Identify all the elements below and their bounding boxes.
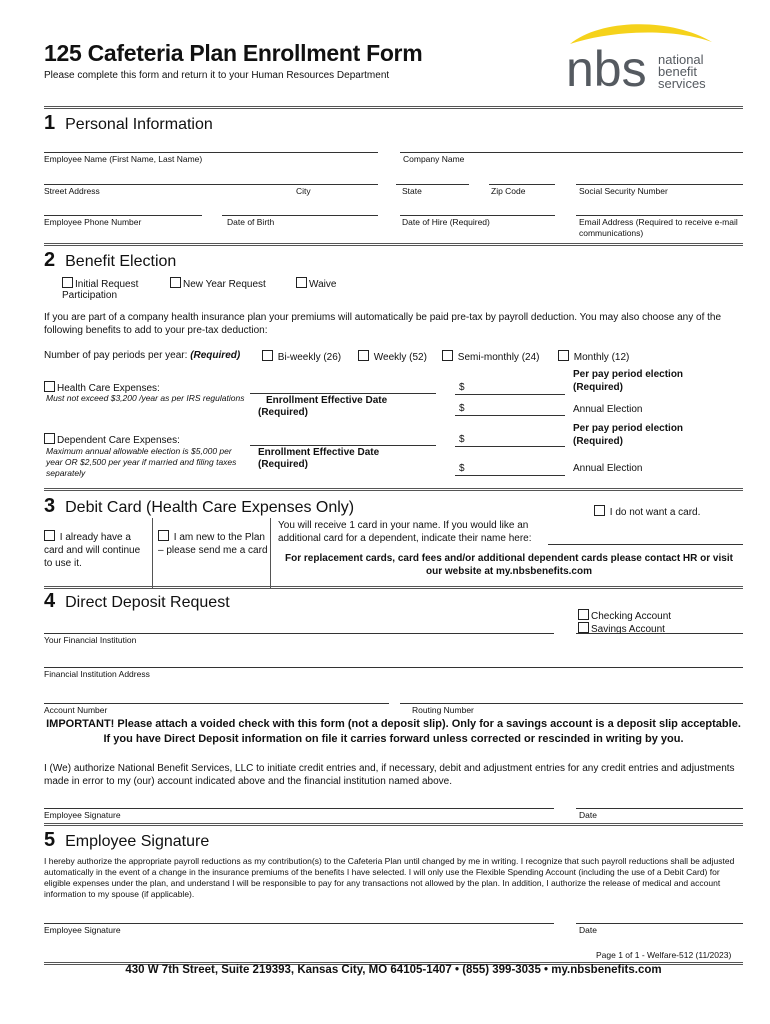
health-care-note: Must not exceed $3,200 /year as per IRS regulations: [46, 393, 245, 403]
section-number: 3: [44, 495, 56, 517]
dc-effective-required: (Required): [258, 459, 308, 470]
section-number: 4: [44, 590, 56, 612]
company-name-field[interactable]: [400, 152, 743, 153]
dc-per-pay-field[interactable]: [455, 446, 565, 447]
phone-label: Employee Phone Number: [44, 217, 142, 227]
dd-signature-label: Employee Signature: [44, 810, 121, 820]
section-divider: [44, 823, 743, 826]
section-divider: [44, 106, 743, 109]
ssn-field[interactable]: [576, 184, 743, 185]
signature-authorization-text: I hereby authorize the appropriate payroll reductions as my contribution(s) to the Cafeteria Plan until changed by me in writing. I recognize that such payroll reductions shall be adjusted automatically in the event of a change in the insurance premiums of the benefits I have selected. I will only use the Flexible Spending Account (including the use of a Debit Card) for eligible expenses under the plan, and understand I will be responsible to pay for any transactions not allowed by the plan. In addition, I authorize the release of medical and account information to my spouse (if applicable).: [44, 856, 735, 899]
pay-periods-required: (Required): [190, 350, 241, 361]
dependent-care-note: Maximum annual allowable election is $5,000 per year OR $2,500 per year if married and filing taxes separately: [46, 446, 237, 478]
dc-annual-label: Annual Election: [573, 463, 643, 474]
hc-effective-date-label: Enrollment Effective Date: [266, 395, 388, 406]
section-divider: [44, 488, 743, 491]
doh-field[interactable]: [400, 215, 555, 216]
section-title: Debit Card (Health Care Expenses Only): [65, 499, 355, 516]
dd-date-label: Date: [579, 810, 597, 820]
weekly-label: Weekly (52): [373, 352, 427, 363]
checkbox[interactable]: [594, 505, 605, 516]
hc-annual-field[interactable]: [455, 415, 565, 416]
dependent-name-field[interactable]: [548, 544, 743, 545]
biweekly-label: Bi-weekly (26): [277, 352, 342, 363]
no-card-option[interactable]: [594, 505, 700, 518]
dc-annual-dollar: $: [459, 463, 465, 474]
account-type-line: [576, 633, 743, 634]
savings-label: Savings Account: [591, 624, 665, 635]
street-label: Street Address: [44, 186, 100, 196]
section-2-heading: [44, 249, 176, 272]
institution-address-field[interactable]: [44, 667, 743, 668]
employee-date-field[interactable]: [576, 923, 743, 924]
doh-label: Date of Hire (Required): [402, 217, 490, 227]
hc-effective-date-field[interactable]: [250, 393, 436, 394]
new-year-label: New Year Request: [183, 279, 266, 290]
new-year-request-option[interactable]: [170, 277, 266, 290]
checking-label: Checking Account: [591, 611, 672, 622]
company-name-label: Company Name: [403, 154, 465, 164]
waive-label: Waive: [309, 279, 337, 290]
routing-number-label: Routing Number: [412, 705, 474, 715]
checkbox[interactable]: [44, 381, 55, 392]
section-3-heading: [44, 495, 354, 518]
health-care-label: Health Care Expenses:: [57, 383, 160, 394]
employee-date-label: Date: [579, 925, 597, 935]
employee-name-label: Employee Name (First Name, Last Name): [44, 154, 203, 164]
ssn-label: Social Security Number: [579, 186, 668, 196]
checkbox[interactable]: [442, 350, 453, 361]
employee-signature-label: Employee Signature: [44, 925, 121, 935]
nbs-logo-mark: [562, 20, 752, 100]
option-divider: [270, 518, 271, 588]
dc-effective-date-label: Enrollment Effective Date: [258, 447, 380, 458]
additional-card-text: You will receive 1 card in your name. If you would like an additional card for a dependent, indicate their name here:: [278, 520, 532, 544]
replacement-card-text: For replacement cards, card fees and/or additional dependent cards please contact HR or visit our website at my.nbsbenefits.com: [285, 553, 733, 577]
checkbox[interactable]: [358, 350, 369, 361]
checkbox[interactable]: [44, 433, 55, 444]
phone-field[interactable]: [44, 215, 202, 216]
hc-effective-required: (Required): [258, 407, 308, 418]
pay-periods-text: Number of pay periods per year:: [44, 350, 191, 361]
dd-date-field[interactable]: [576, 808, 743, 809]
section-number: 5: [44, 829, 56, 851]
section-number: 2: [44, 249, 56, 271]
monthly-label: Monthly (12): [573, 352, 630, 363]
institution-field[interactable]: [44, 633, 554, 634]
new-plan-option[interactable]: [158, 530, 268, 557]
participation-label: Participation: [62, 290, 118, 301]
email-field[interactable]: [576, 215, 743, 216]
state-label: State: [402, 186, 422, 196]
important-notice: IMPORTANT! Please attach a voided check with this form (not a deposit slip). Only for a savings account is a deposit slip acceptable. If you have Direct Deposit information on file it carries forward unless corrected or rescinded in writing by you.: [46, 718, 741, 745]
checkbox[interactable]: [44, 530, 55, 541]
pay-periods-label: [44, 350, 240, 361]
section-title: Benefit Election: [65, 253, 177, 270]
institution-address-label: Financial Institution Address: [44, 669, 150, 679]
biweekly-option[interactable]: [262, 350, 341, 363]
zip-field[interactable]: [489, 184, 555, 185]
section-title: Employee Signature: [65, 833, 210, 850]
footer-address: 430 W 7th Street, Suite 219393, Kansas City, MO 64105-1407 • (855) 399-3035 • my.nbsbenefits.com: [125, 964, 662, 976]
checkbox[interactable]: [578, 609, 589, 620]
checkbox[interactable]: [296, 277, 307, 288]
hc-annual-label: Annual Election: [573, 404, 643, 415]
dc-per-pay-dollar: $: [459, 434, 465, 445]
section-4-heading: [44, 590, 230, 613]
hc-per-pay-field[interactable]: [455, 394, 565, 395]
hc-annual-dollar: $: [459, 403, 465, 414]
dob-field[interactable]: [222, 215, 378, 216]
have-card-option[interactable]: [44, 530, 150, 570]
semimonthly-label: Semi-monthly (24): [457, 352, 540, 363]
nbs-logo: [562, 20, 752, 100]
checkbox[interactable]: [558, 350, 569, 361]
checkbox[interactable]: [262, 350, 273, 361]
section-divider: [44, 586, 743, 589]
checkbox[interactable]: [170, 277, 181, 288]
form-subtitle: Please complete this form and return it to your Human Resources Department: [44, 70, 390, 81]
section-title: Personal Information: [65, 116, 213, 133]
dependent-care-option[interactable]: [44, 433, 180, 446]
employee-signature-field[interactable]: [44, 923, 554, 924]
hc-per-pay-dollar: $: [459, 382, 465, 393]
monthly-option[interactable]: [558, 350, 629, 363]
benefit-intro-text: If you are part of a company health insurance plan your premiums will automatically be paid pre-tax by payroll deduction. You may also choose any of the following benefits to add to your pre-tax deduction:: [44, 312, 722, 336]
dd-signature-field[interactable]: [44, 808, 554, 809]
logo-line2: benefit: [658, 64, 698, 79]
zip-label: Zip Code: [491, 186, 526, 196]
initial-request-option[interactable]: [62, 277, 138, 290]
form-title: 125 Cafeteria Plan Enrollment Form: [44, 40, 423, 66]
have-card-label: I already have a card and will continue to use it.: [44, 532, 141, 569]
section-number: 1: [44, 112, 56, 134]
checkbox[interactable]: [158, 530, 169, 541]
weekly-option[interactable]: [358, 350, 427, 363]
account-number-field[interactable]: [44, 703, 389, 704]
city-label: City: [296, 186, 311, 196]
authorization-text: I (We) authorize National Benefit Services, LLC to initiate credit entries and, if necessary, debit and adjustment entries for any credit entries and adjustments made in error to my (our) account indicated above and the financial institution named above.: [44, 763, 735, 787]
no-card-label: I do not want a card.: [609, 507, 701, 518]
waive-option[interactable]: [296, 277, 336, 290]
page-number: Page 1 of 1 - Welfare-512 (11/2023): [596, 950, 732, 960]
section-1-heading: [44, 112, 213, 135]
option-divider: [152, 518, 153, 588]
logo-line3: services: [658, 76, 706, 91]
state-field[interactable]: [396, 184, 469, 185]
section-5-heading: [44, 829, 209, 852]
hc-per-pay-label: Per pay period election (Required): [573, 369, 684, 393]
street-city-field[interactable]: [44, 184, 378, 185]
dob-label: Date of Birth: [227, 217, 275, 227]
dc-per-pay-label: Per pay period election (Required): [573, 423, 684, 447]
new-plan-label: I am new to the Plan – please send me a card: [158, 532, 268, 556]
email-label: Email Address (Required to receive e-mail communications): [579, 217, 738, 238]
dc-annual-field[interactable]: [455, 475, 565, 476]
logo-mark-text: nbs: [566, 41, 647, 97]
checking-account-option[interactable]: [578, 609, 671, 622]
account-number-label: Account Number: [44, 705, 108, 715]
dependent-care-label: Dependent Care Expenses:: [57, 435, 180, 446]
section-divider: [44, 243, 743, 246]
initial-request-label: Initial Request: [75, 279, 139, 290]
routing-number-field[interactable]: [400, 703, 743, 704]
semimonthly-option[interactable]: [442, 350, 539, 363]
section-title: Direct Deposit Request: [65, 594, 230, 611]
institution-label: Your Financial Institution: [44, 635, 137, 645]
checkbox[interactable]: [578, 622, 589, 633]
checkbox[interactable]: [62, 277, 73, 288]
logo-line1: national: [658, 52, 704, 67]
dc-effective-date-field[interactable]: [250, 445, 436, 446]
employee-name-field[interactable]: [44, 152, 378, 153]
